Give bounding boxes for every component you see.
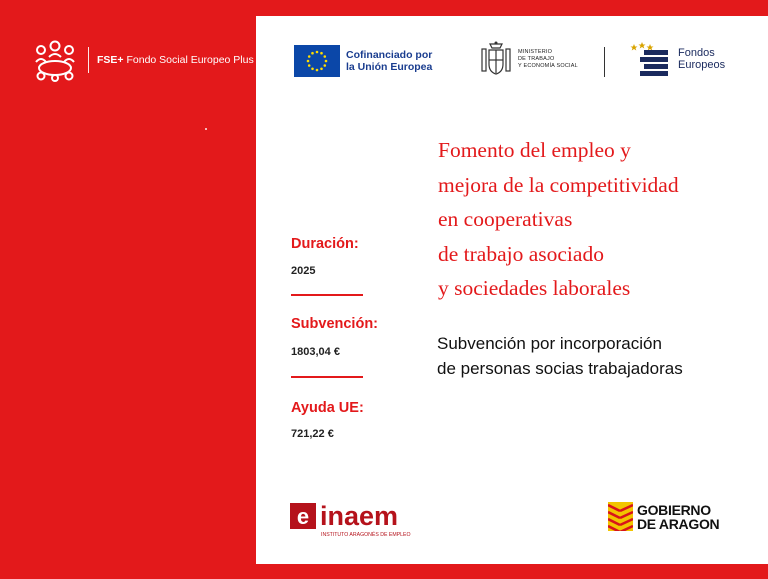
ayuda-ue-value: 721,22 € [291, 428, 334, 440]
page-title [438, 133, 679, 306]
fondos-text [678, 47, 725, 71]
ministerio-logo [478, 40, 578, 78]
ministerio-line-2: DE TRABAJO [518, 55, 555, 62]
duracion-value: 2025 [291, 265, 316, 277]
svg-text:e: e [296, 504, 310, 529]
eu-text [346, 49, 432, 73]
title-line: de trabajo asociado [438, 241, 604, 266]
fondos-europeos-icon [630, 42, 678, 80]
eu-star [323, 64, 326, 67]
title-line: Fomento del empleo y [438, 138, 631, 162]
eu-star [323, 55, 326, 58]
fondos-line-2: Europeos [678, 59, 726, 71]
eu-line-1: Cofinanciado por [346, 49, 433, 61]
inaem-logo-icon [290, 500, 430, 538]
fse-short: FSE+ [97, 54, 124, 66]
inaem-subtitle: INSTITUTO ARAGONÉS DE EMPLEO [321, 532, 411, 538]
aragon-text [637, 503, 719, 531]
inaem-name: inaem [320, 501, 399, 531]
fse-plus-logo [32, 38, 254, 82]
duracion-label: Duración: [291, 236, 359, 252]
eu-flag-icon [294, 45, 340, 77]
title-line: en cooperativas [438, 207, 573, 231]
aragon-flag-icon [608, 502, 633, 531]
title-line: mejora de la competitividad [438, 172, 679, 197]
fse-divider [88, 47, 89, 73]
ministerio-line-1: MINISTERIO [518, 48, 553, 55]
aragon-line-2: DE ARAGON [637, 515, 720, 532]
eu-star [311, 52, 314, 55]
decorative-dot [205, 128, 207, 130]
eu-star [320, 52, 323, 55]
subtitle-line: de personas socias trabajadoras [437, 359, 683, 378]
coat-of-arms-icon [478, 40, 514, 78]
gobierno-aragon-logo [608, 502, 719, 531]
people-meeting-icon [32, 38, 78, 82]
title-line: y sociedades laborales [438, 276, 631, 300]
eu-star [316, 51, 319, 54]
logo-divider [604, 47, 605, 77]
ayuda-ue-label: Ayuda UE: [291, 400, 364, 416]
eu-star [308, 55, 311, 58]
eu-star [325, 60, 328, 63]
inaem-logo [290, 500, 430, 543]
divider-rule [291, 376, 363, 378]
subvencion-label: Subvención: [291, 316, 379, 332]
fse-full: Fondo Social Europeo Plus [126, 54, 254, 66]
fondos-europeos-logo [630, 42, 725, 80]
eu-star [311, 67, 314, 70]
fse-text [97, 54, 254, 66]
fondos-line-1: Fondos [678, 47, 715, 59]
eu-line-2: la Unión Europea [346, 61, 433, 73]
aragon-line-1: GOBIERNO [637, 501, 711, 518]
subtitle-line: Subvención por incorporación [437, 334, 662, 353]
eu-star [316, 69, 319, 72]
divider-rule [291, 294, 363, 296]
eu-cofinanced-logo [294, 45, 432, 77]
subvencion-value: 1803,04 € [291, 346, 340, 358]
ministerio-line-3: Y ECONOMÍA SOCIAL [518, 62, 578, 69]
eu-star [320, 67, 323, 70]
eu-star [308, 64, 311, 67]
page-subtitle [437, 331, 683, 381]
ministerio-text [518, 49, 578, 70]
eu-star [307, 60, 310, 63]
